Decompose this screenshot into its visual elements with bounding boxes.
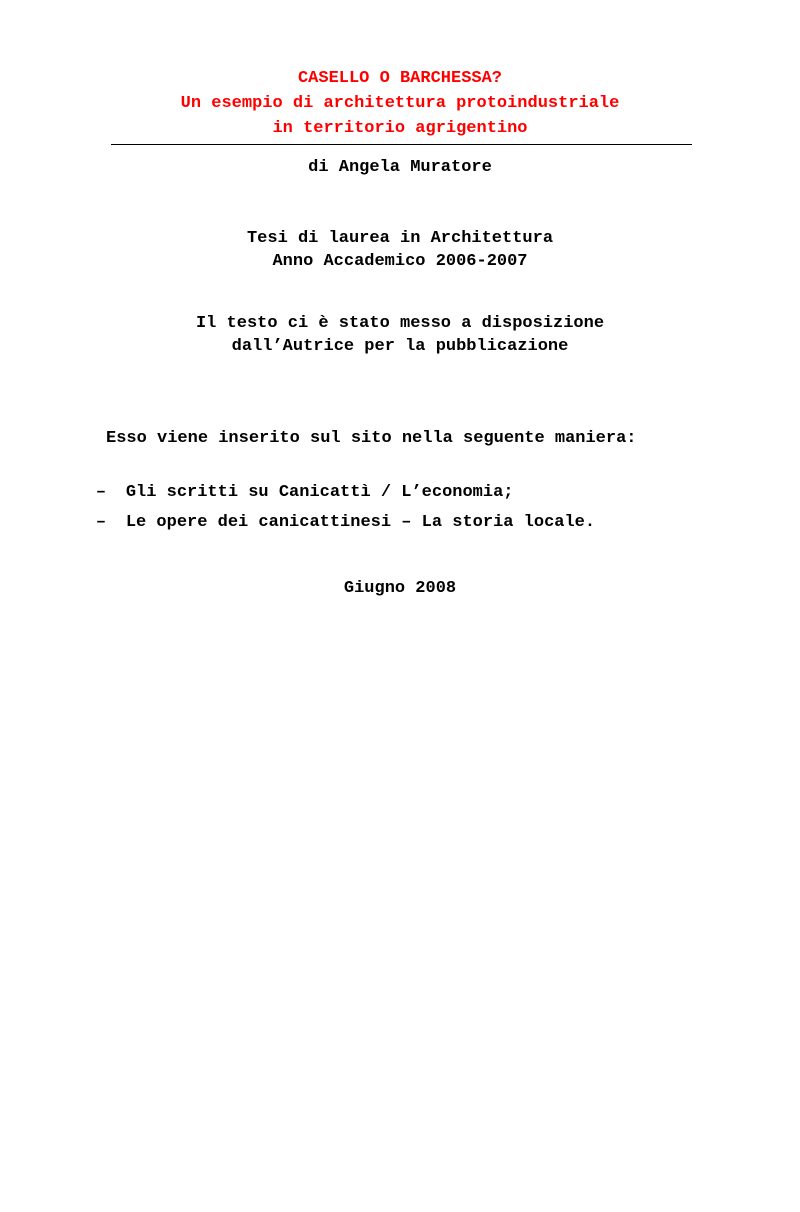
thesis-line-2: Anno Accademico 2006-2007: [272, 252, 528, 271]
list-bullet: –: [95, 483, 107, 502]
note-line-1: Il testo ci è stato messo a disposizione: [195, 314, 605, 333]
placement-intro: Esso viene inserito sul sito nella seguente maniera:: [106, 429, 637, 448]
list-item-text: Gli scritti su Canicattì / L’economia;: [125, 483, 514, 502]
document-title: [0, 66, 800, 141]
list-item-text: Le opere dei canicattinesi – La storia locale.: [125, 513, 596, 532]
title-line-1: CASELLO O BARCHESSA?: [297, 69, 503, 88]
author-line: di Angela Muratore: [308, 158, 492, 177]
list-bullet: –: [95, 513, 107, 532]
thesis-line-1: Tesi di laurea in Architettura: [246, 229, 554, 248]
list-item: [55, 487, 595, 559]
title-line-2: Un esempio di architettura protoindustriale: [180, 94, 620, 113]
note-line-2: dall’Autrice per la pubblicazione: [231, 337, 569, 356]
title-line-3: in territorio agrigentino: [272, 119, 528, 138]
date-line: Giugno 2008: [343, 579, 457, 598]
title-divider: [111, 144, 692, 145]
